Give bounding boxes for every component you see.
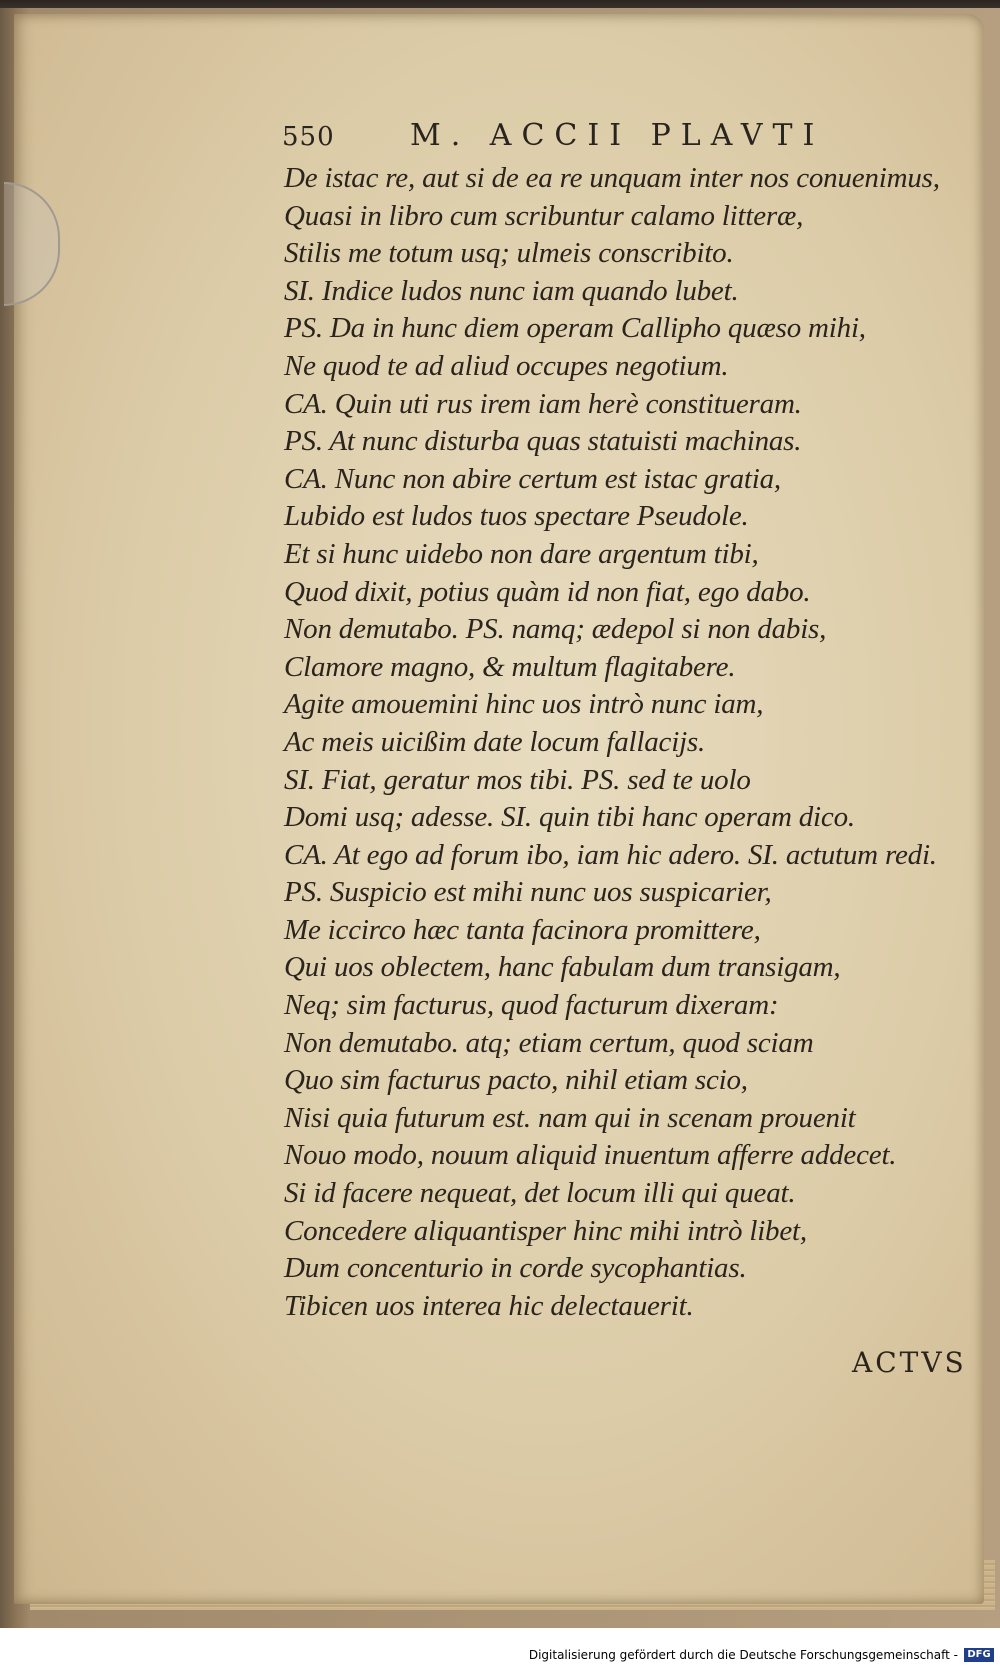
verse-line: Et si hunc uidebo non dare argentum tibi, — [284, 537, 759, 570]
verse-line: PS. Da in hunc diem operam Callipho quæso mihi, — [284, 312, 866, 345]
running-head: M. ACCII PLAVTI — [410, 118, 825, 153]
verse-line: Agite amouemini hinc uos intrò nunc iam, — [284, 688, 764, 721]
verse-text — [284, 160, 944, 1325]
page-number: 550 — [282, 122, 335, 152]
verse-line: Non demutabo. PS. namq; ædepol si non dabis, — [284, 613, 827, 646]
dfg-logo: DFG — [964, 1648, 994, 1662]
verse-line: Ne quod te ad aliud occupes negotium. — [284, 349, 729, 382]
verse-line: Dum concenturio in corde sycophantias. — [284, 1252, 747, 1285]
verse-line: SI. Indice ludos nunc iam quando lubet. — [284, 274, 739, 307]
verse-line: Si id facere nequeat, det locum illi qui queat. — [284, 1177, 796, 1210]
catchword: ACTVS — [852, 1346, 967, 1379]
verse-line: Ac meis uicißim date locum fallacijs. — [284, 725, 706, 758]
verse-line: Tibicen uos interea hic delectauerit. — [284, 1289, 694, 1322]
verse-line: CA. At ego ad forum ibo, iam hic adero. SI. actutum redi. — [284, 838, 937, 871]
verse-line: Nouo modo, nouum aliquid inuentum afferre addecet. — [284, 1139, 897, 1172]
verse-line: Quasi in libro cum scribuntur calamo litteræ, — [284, 199, 804, 232]
verse-line: PS. Suspicio est mihi nunc uos suspicarier, — [284, 876, 772, 909]
verse-line: CA. Nunc non abire certum est istac gratia, — [284, 462, 781, 495]
verse-line: Clamore magno, & multum flagitabere. — [284, 650, 736, 683]
verse-line: Neq; sim facturus, quod facturum dixeram: — [284, 989, 779, 1022]
verse-line: Non demutabo. atq; etiam certum, quod sciam — [284, 1026, 814, 1059]
verse-line: Lubido est ludos tuos spectare Pseudole. — [284, 500, 749, 533]
verse-line: Qui uos oblectem, hanc fabulam dum transigam, — [284, 951, 841, 984]
verse-line: Domi usq; adesse. SI. quin tibi hanc operam dico. — [284, 801, 855, 834]
verse-line: Quo sim facturus pacto, nihil etiam scio, — [284, 1064, 748, 1097]
page-header — [282, 118, 922, 158]
verse-line: CA. Quin uti rus irem iam herè constitueram. — [284, 387, 802, 420]
verse-line: SI. Fiat, geratur mos tibi. PS. sed te uolo — [284, 763, 751, 796]
verse-line: Nisi quia futurum est. nam qui in scenam prouenit — [284, 1101, 856, 1134]
verse-line: PS. At nunc disturba quas statuisti machinas. — [284, 425, 802, 458]
verse-line: Quod dixit, potius quàm id non fiat, ego dabo. — [284, 575, 811, 608]
verse-line: Concedere aliquantisper hinc mihi intrò libet, — [284, 1214, 807, 1247]
footer — [0, 1644, 1000, 1667]
thumb-mark — [4, 182, 60, 306]
verse-line: Stilis me totum usq; ulmeis conscribito. — [284, 237, 734, 270]
funding-credit: Digitalisierung gefördert durch die Deutsche Forschungsgemeinschaft - — [528, 1648, 958, 1662]
verse-line: Me iccirco hæc tanta facinora promittere, — [284, 913, 761, 946]
verse-line: De istac re, aut si de ea re unquam inter nos conuenimus, — [284, 162, 940, 194]
